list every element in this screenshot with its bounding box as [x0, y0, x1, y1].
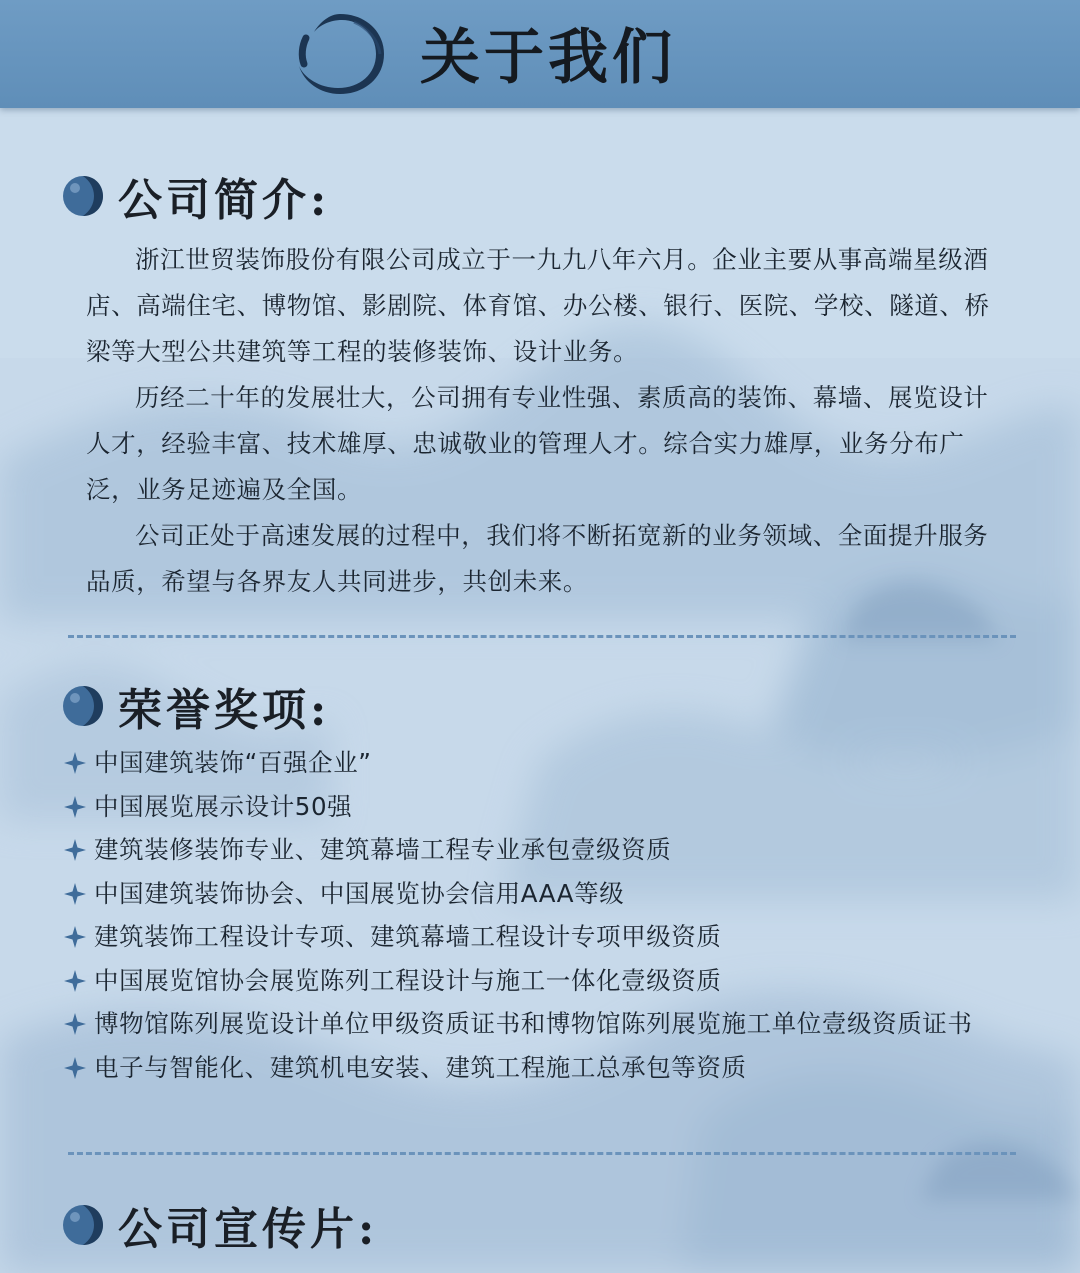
honor-item [64, 959, 1014, 1003]
intro-paragraph-3: 公司正处于高速发展的过程中，我们将不断拓宽新的业务领域、全面提升服务品质，希望与各界友人共同进步，共创未来。 [86, 521, 989, 596]
honor-text: 中国展览馆协会展览陈列工程设计与施工一体化壹级资质 [94, 965, 722, 995]
page-header [0, 0, 1080, 108]
four-point-star-icon [64, 752, 86, 774]
ink-dot-icon [60, 1202, 106, 1248]
honor-text: 电子与智能化、建筑机电安装、建筑工程施工总承包等资质 [94, 1052, 747, 1082]
section-title-label: 公司宣传片: [118, 1204, 379, 1255]
section-title-label: 荣誉奖项: [118, 685, 331, 736]
four-point-star-icon [64, 796, 86, 818]
honors-list [64, 741, 1014, 1089]
intro-paragraph-1: 浙江世贸装饰股份有限公司成立于一九九八年六月。企业主要从事高端星级酒店、高端住宅、博物馆、影剧院、体育馆、办公楼、银行、医院、学校、隧道、桥梁等大型公共建筑等工程的装修装饰、设计业务。 [86, 245, 990, 366]
honor-item [64, 1002, 1014, 1046]
section-title-honors [60, 674, 330, 738]
honor-text: 建筑装修装饰专业、建筑幕墙工程专业承包壹级资质 [94, 835, 672, 864]
ink-brush-circle-icon [290, 8, 390, 100]
honor-text: 中国展览展示设计50强 [94, 791, 353, 821]
four-point-star-icon [64, 883, 86, 905]
honor-text: 建筑装饰工程设计专项、建筑幕墙工程设计专项甲级资质 [94, 922, 722, 951]
honor-item [64, 915, 1014, 959]
section-title-label: 公司简介: [118, 175, 331, 226]
honor-item [64, 741, 1014, 785]
section-title-intro [60, 164, 330, 228]
honor-item [64, 828, 1014, 872]
four-point-star-icon [64, 1013, 86, 1035]
honor-item [64, 785, 1014, 829]
four-point-star-icon [64, 1057, 86, 1079]
four-point-star-icon [64, 926, 86, 948]
section-divider [68, 635, 1016, 638]
section-divider [68, 1152, 1016, 1155]
honor-item [64, 1046, 1014, 1090]
honor-text: 中国建筑装饰“百强企业” [94, 748, 372, 777]
section-title-video [60, 1193, 378, 1257]
four-point-star-icon [64, 970, 86, 992]
four-point-star-icon [64, 839, 86, 861]
honor-item [64, 872, 1014, 916]
ink-dot-icon [60, 683, 106, 729]
honor-text: 博物馆陈列展览设计单位甲级资质证书和博物馆陈列展览施工单位壹级资质证书 [94, 1009, 973, 1038]
page-title: 关于我们 [420, 23, 676, 93]
honor-text: 中国建筑装饰协会、中国展览协会信用AAA等级 [94, 878, 625, 908]
intro-paragraph-2: 历经二十年的发展壮大，公司拥有专业性强、素质高的装饰、幕墙、展览设计人才，经验丰富、技术雄厚、忠诚敬业的管理人才。综合实力雄厚，业务分布广泛，业务足迹遍及全国。 [86, 383, 989, 504]
ink-dot-icon [60, 173, 106, 219]
